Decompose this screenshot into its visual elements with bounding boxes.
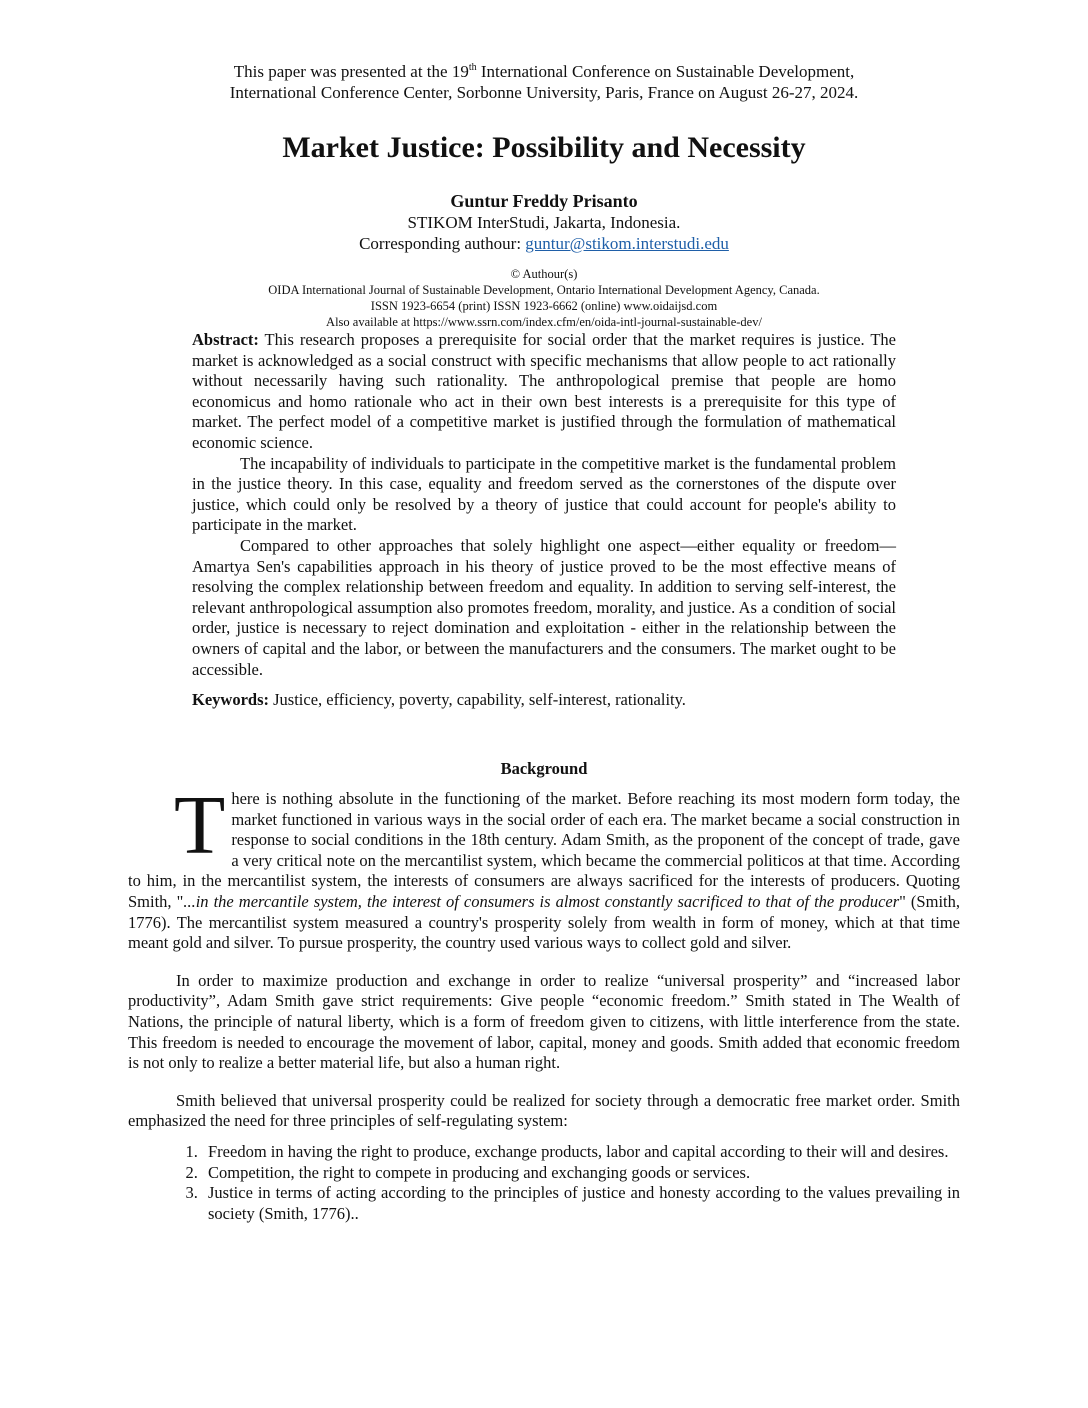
journal-line: OIDA International Journal of Sustainable Development, Ontario International Development Agency, Canada.: [268, 283, 820, 297]
conference-note: [0, 61, 1088, 103]
section-heading-background: Background: [500, 759, 588, 778]
conference-line-1: This paper was presented at the 19th International Conference on Sustainable Development,: [233, 62, 855, 81]
abstract-paragraph-1: Abstract: This research proposes a prerequisite for social order that the market requires is justice. The market is acknowledged as a social construct with specific mechanisms that allow people to act rationally without necessarily having such rationality. The anthropological premise that people are homo economicus and homo rationale who act in their own best interests is a prerequisite for this type of market. The perfect model of a competitive market is justified through the formulation of mathematical economic science.: [192, 330, 896, 452]
author-email-link[interactable]: guntur@stikom.interstudi.edu: [525, 234, 729, 253]
background-paragraph-1: There is nothing absolute in the functioning of the market. Before reaching its most modern form today, the market functioned in various ways in the social order of each era. The market became a social construction in response to social conditions in the 18th century. Adam Smith, as the proponent of the concept of trade, gave a very critical note on the mercantilist system, which became the commercial politicos at that time. According to him, in the mercantilist system, the interests of consumers are always sacrificed for the interests of producers. Quoting Smith, "...in the mercantile system, the interest of consumers is almost constantly sacrificed to that of the producer" (Smith, 1776). The mercantilist system measured a country's prosperity solely from wealth in form of money, which at that time meant gold and silver. To pursue prosperity, the country used various ways to collect gold and silver.: [128, 779, 960, 953]
conference-line-2: International Conference Center, Sorbonne University, Paris, France on August 26-27, 2024.: [229, 83, 859, 102]
author-name: Guntur Freddy Prisanto: [450, 191, 638, 211]
list-item: 2. Competition, the right to compete in producing and exchanging goods or services.: [202, 1163, 960, 1184]
abstract-label: Abstract:: [192, 330, 259, 349]
drop-cap: T: [174, 779, 226, 872]
list-item: 3. Justice in terms of acting according to the principles of justice and honesty according to the values prevailing in society (Smith, 1776)..: [202, 1183, 960, 1224]
corresponding-author: Corresponding authour: guntur@stikom.interstudi.edu: [359, 234, 729, 253]
list-item: 1. Freedom in having the right to produce, exchange products, labor and capital according to their will and desires.: [202, 1142, 960, 1163]
background-body: [128, 779, 960, 1224]
abstract-paragraph-2: The incapability of individuals to participate in the competitive market is the fundamental problem in the justice theory. In this case, equality and freedom served as the cornerstones of the dispute over justice, which could only be resolved by a theory of justice that could account for people's ability to participate in the market.: [192, 453, 896, 535]
author-affiliation: STIKOM InterStudi, Jakarta, Indonesia.: [407, 213, 681, 232]
abstract-paragraph-3: Compared to other approaches that solely highlight one aspect—either equality or freedom—Amartya Sen's capabilities approach in his theory of justice proved to be the most effective means of resolving the complex relationship between freedom and equality. In addition to serving self-interest, the relevant anthropological assumption also promotes freedom, morality, and justice. As a condition of social order, justice is necessary to reject domination and exploitation - either in the relationship between the owners of capital and the labor, or between the manufacturers and the consumers. The market ought to be accessible.: [192, 535, 896, 679]
abstract: [192, 330, 896, 711]
smith-quote: ...in the mercantile system, the interest of consumers is almost constantly sacrificed to that of the producer: [183, 891, 900, 911]
paper-title: Market Justice: Possibility and Necessity: [282, 131, 806, 164]
author-block: [0, 190, 1088, 254]
keywords-label: Keywords:: [192, 690, 269, 710]
issn-line: ISSN 1923-6654 (print) ISSN 1923-6662 (online) www.oidaijsd.com: [370, 299, 718, 313]
ssrn-line: Also available at https://www.ssrn.com/index.cfm/en/oida-intl-journal-sustainable-dev/: [326, 315, 762, 329]
copyright-block: [0, 266, 1088, 330]
background-paragraph-3: Smith believed that universal prosperity could be realized for society through a democratic free market order. Smith emphasized the need for three principles of self-regulating system:: [128, 1090, 960, 1131]
keywords: Keywords: Justice, efficiency, poverty, capability, self-interest, rationality.: [192, 690, 686, 710]
background-paragraph-2: In order to maximize production and exchange in order to realize “universal prosperity” and “increased labor productivity”, Adam Smith gave strict requirements: Give people “economic freedom.” Smith stated in The Wealth of Nations, the principle of natural liberty, which is a form of freedom given to citizens, with little interference from the state. This freedom is needed to encourage the movement of labor, capital, money and goods. Smith added that economic freedom is not only to realize a better material life, but also a human right.: [128, 970, 960, 1073]
copyright-line: © Authour(s): [510, 267, 578, 281]
principles-list: [128, 1142, 960, 1224]
